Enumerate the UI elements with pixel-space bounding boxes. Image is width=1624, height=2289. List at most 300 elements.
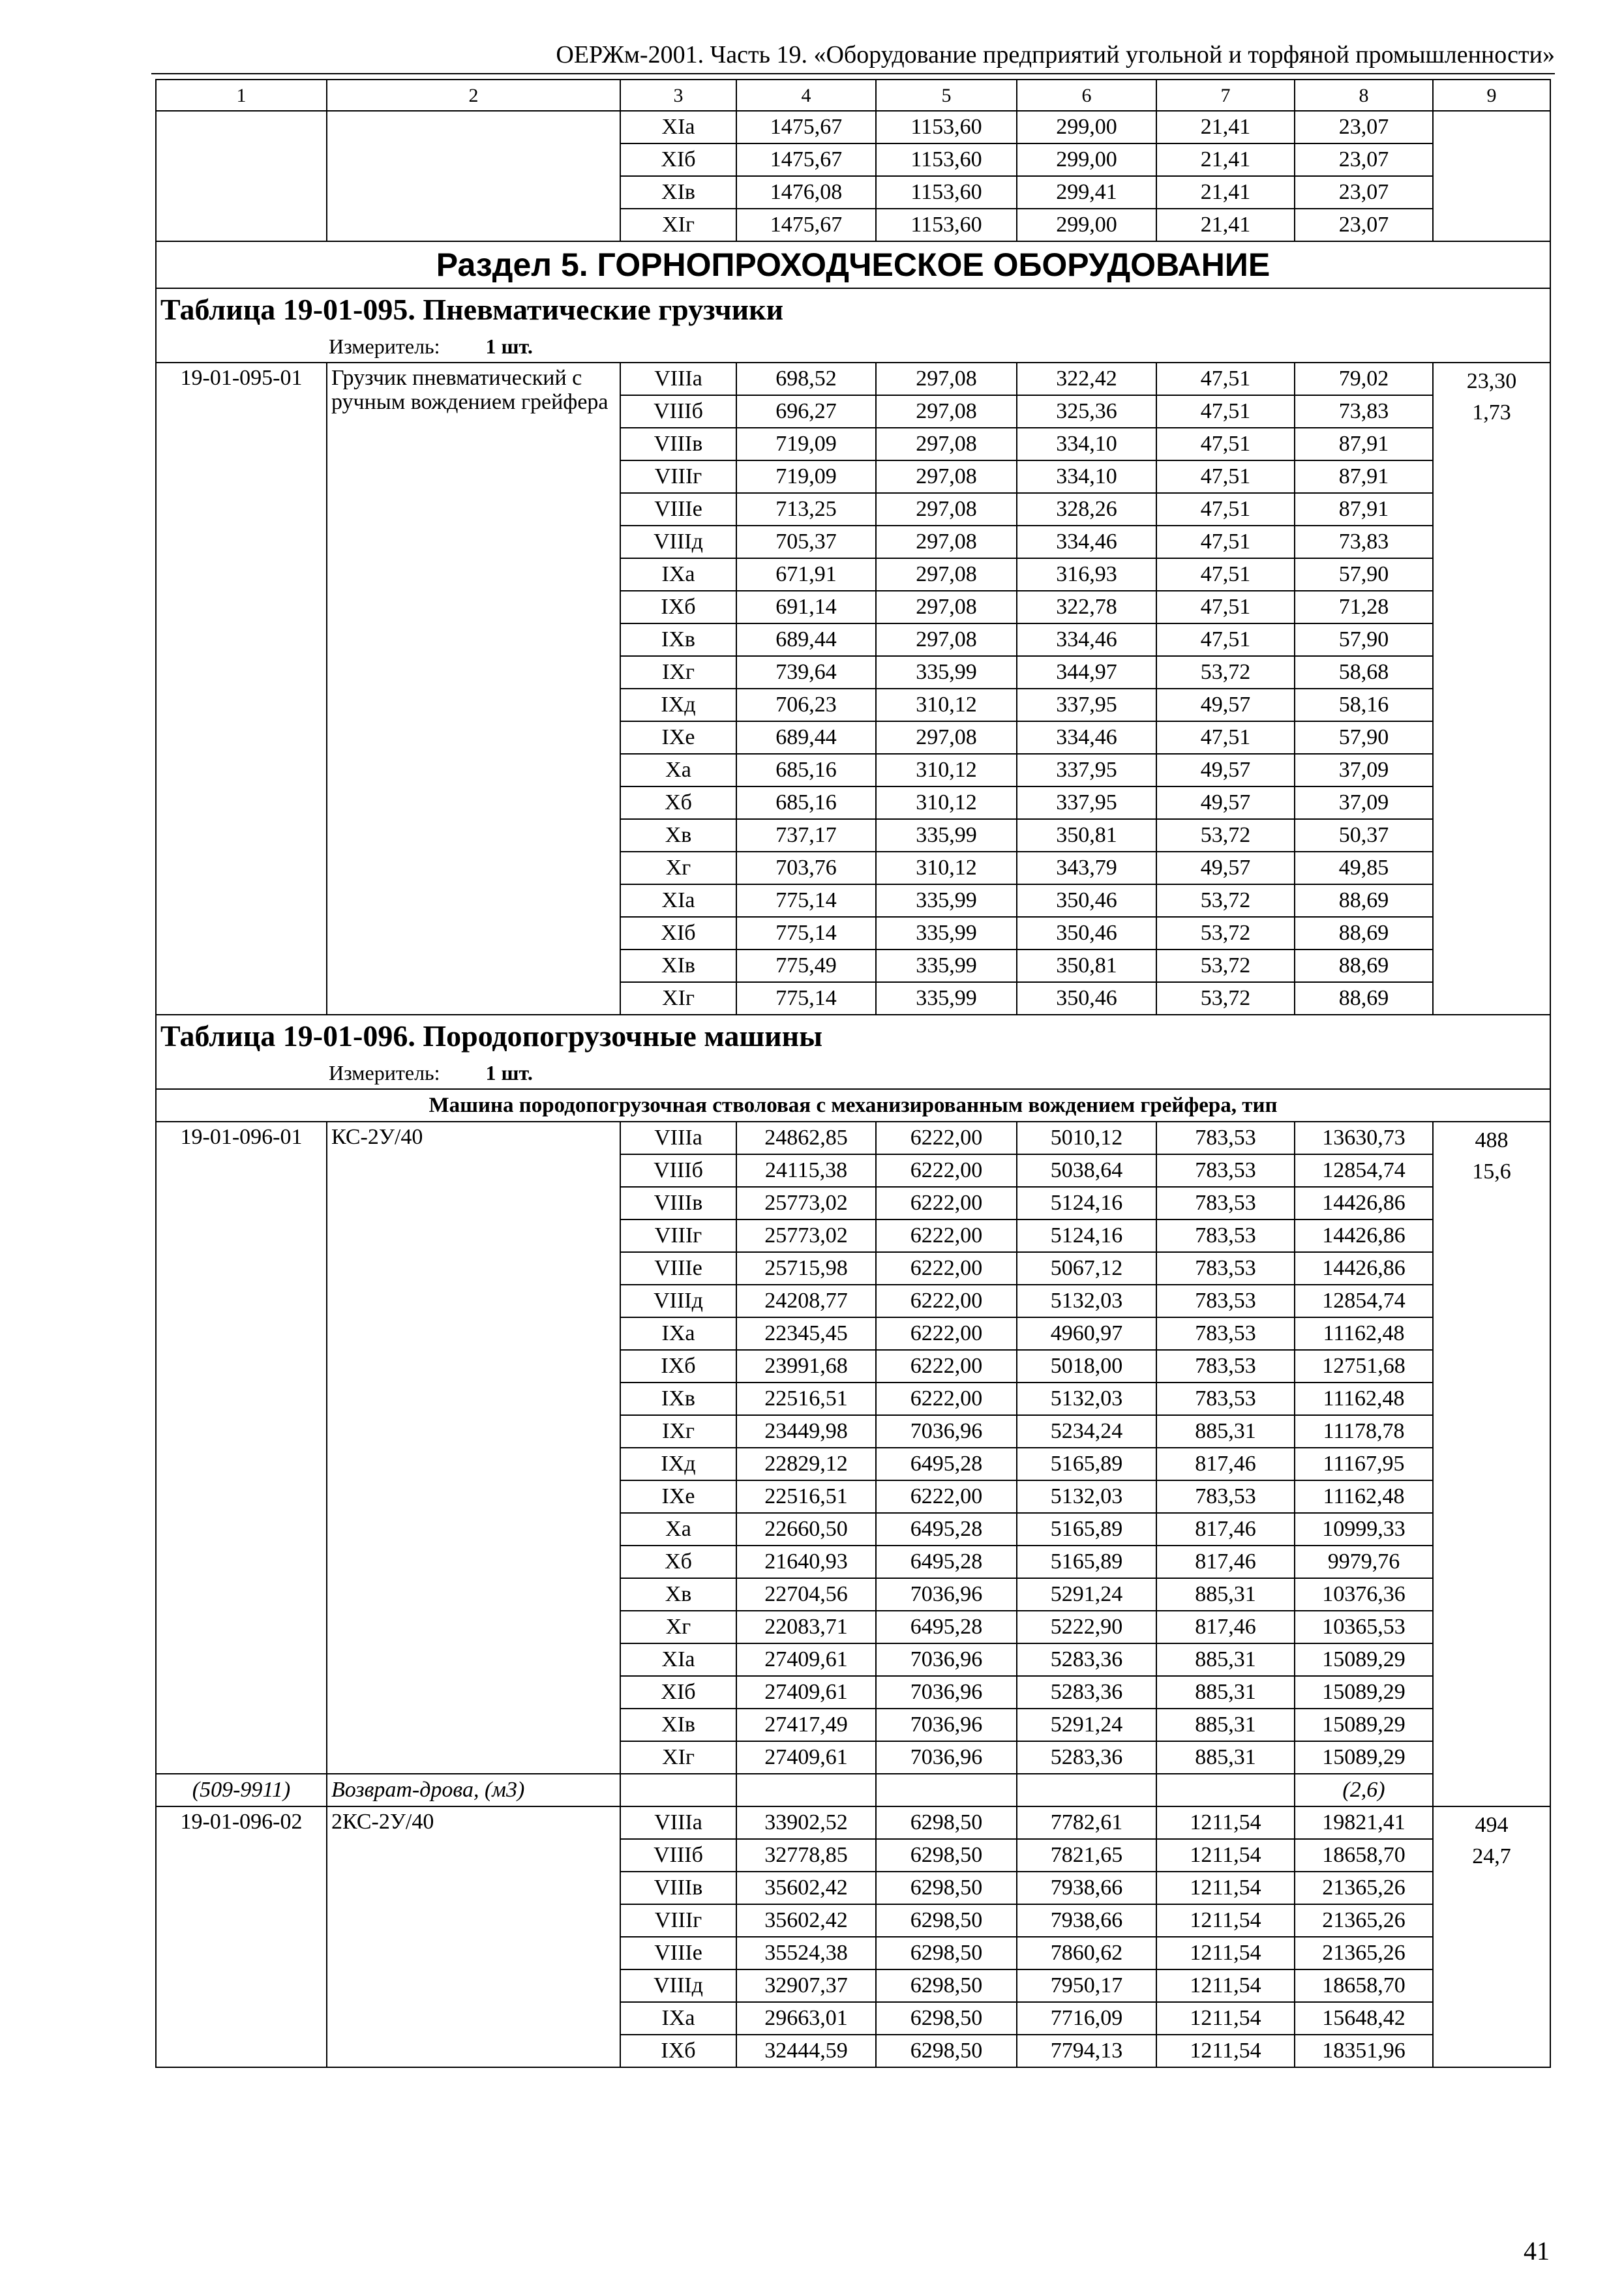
- value-cell: 7036,96: [876, 1709, 1017, 1741]
- value-cell: 350,46: [1017, 884, 1156, 917]
- region-cell: XIв: [620, 176, 736, 209]
- region-cell: Xг: [620, 1611, 736, 1643]
- unit-label: Измеритель:: [329, 1060, 440, 1085]
- value-cell: 6298,50: [876, 1839, 1017, 1872]
- value-cell: 11162,48: [1295, 1317, 1433, 1350]
- value-cell: 689,44: [736, 721, 876, 754]
- value-cell: 5132,03: [1017, 1285, 1156, 1317]
- value-cell: 21,41: [1156, 176, 1295, 209]
- value-cell: 24862,85: [736, 1122, 876, 1154]
- value-cell: 706,23: [736, 689, 876, 721]
- value-cell: 57,90: [1295, 558, 1433, 591]
- value-cell: 18351,96: [1295, 2035, 1433, 2067]
- value-cell: 11167,95: [1295, 1448, 1433, 1480]
- value-cell: 6222,00: [876, 1480, 1017, 1513]
- value-cell: 299,00: [1017, 143, 1156, 176]
- value-cell: 10376,36: [1295, 1578, 1433, 1611]
- region-cell: Xг: [620, 852, 736, 884]
- return-row: [156, 1774, 1550, 1806]
- value-cell: 21365,26: [1295, 1937, 1433, 1969]
- value-cell: 350,46: [1017, 917, 1156, 950]
- value-cell: 335,99: [876, 950, 1017, 982]
- value-cell: 5067,12: [1017, 1252, 1156, 1285]
- value-cell: 14426,86: [1295, 1187, 1433, 1219]
- value-cell: 1211,54: [1156, 1806, 1295, 1839]
- region-cell: VIIIд: [620, 1285, 736, 1317]
- unit-value: 1 шт.: [485, 1060, 533, 1085]
- value-cell: 334,46: [1017, 623, 1156, 656]
- column-number: 4: [736, 80, 876, 111]
- value-cell: 322,78: [1017, 591, 1156, 623]
- value-cell: 47,51: [1156, 623, 1295, 656]
- region-cell: VIIIб: [620, 1154, 736, 1187]
- value-cell: 335,99: [876, 819, 1017, 852]
- table-title: Таблица 19-01-095. Пневматические грузчики: [156, 288, 1550, 331]
- value-cell: 739,64: [736, 656, 876, 689]
- value-cell: 88,69: [1295, 982, 1433, 1015]
- value-cell: 21,41: [1156, 209, 1295, 241]
- value-cell: 5165,89: [1017, 1448, 1156, 1480]
- value-cell: 73,83: [1295, 395, 1433, 428]
- item-name: Грузчик пневматический с ручным вождением грейфера: [327, 363, 620, 1015]
- region-cell: Xв: [620, 1578, 736, 1611]
- value-cell: 88,69: [1295, 884, 1433, 917]
- region-cell: Xб: [620, 1546, 736, 1578]
- value-cell: 1153,60: [876, 209, 1017, 241]
- value-cell: 32907,37: [736, 1969, 876, 2002]
- value-cell: 328,26: [1017, 493, 1156, 526]
- value-cell: 15648,42: [1295, 2002, 1433, 2035]
- column-number: 7: [1156, 80, 1295, 111]
- value-cell: 27417,49: [736, 1709, 876, 1741]
- value-cell: 11162,48: [1295, 1480, 1433, 1513]
- value-cell: 50,37: [1295, 819, 1433, 852]
- value-cell: 297,08: [876, 721, 1017, 754]
- value-cell: 7716,09: [1017, 2002, 1156, 2035]
- value-cell: 344,97: [1017, 656, 1156, 689]
- value-cell: 719,09: [736, 460, 876, 493]
- page-number: 41: [1524, 2236, 1550, 2266]
- value-cell: 299,00: [1017, 111, 1156, 143]
- value-cell: 18658,70: [1295, 1969, 1433, 2002]
- value-cell: 35602,42: [736, 1872, 876, 1904]
- value-cell: 6222,00: [876, 1252, 1017, 1285]
- value-cell: 21,41: [1156, 143, 1295, 176]
- value-cell: 5165,89: [1017, 1546, 1156, 1578]
- value-cell: 310,12: [876, 852, 1017, 884]
- value-cell: 6222,00: [876, 1285, 1017, 1317]
- value-cell: 783,53: [1156, 1317, 1295, 1350]
- value-cell: 6222,00: [876, 1154, 1017, 1187]
- value-cell: 47,51: [1156, 558, 1295, 591]
- unit-cell: [156, 1058, 1550, 1089]
- value-cell: 335,99: [876, 656, 1017, 689]
- col9-value: 1,73: [1472, 400, 1511, 425]
- region-cell: XIв: [620, 1709, 736, 1741]
- empty-cell: [1017, 1774, 1156, 1806]
- value-cell: 783,53: [1156, 1252, 1295, 1285]
- region-cell: IXе: [620, 721, 736, 754]
- col9-value: 488: [1475, 1128, 1509, 1152]
- value-cell: 337,95: [1017, 754, 1156, 786]
- item-code: 19-01-096-02: [156, 1806, 327, 2067]
- col9-value: 23,30: [1466, 369, 1517, 393]
- region-cell: XIг: [620, 982, 736, 1015]
- running-header: ОЕРЖм-2001. Часть 19. «Оборудование предприятий угольной и торфяной промышленности»: [556, 41, 1555, 68]
- region-cell: VIIIа: [620, 1806, 736, 1839]
- value-cell: 1211,54: [1156, 1937, 1295, 1969]
- value-cell: 350,46: [1017, 982, 1156, 1015]
- value-cell: 775,14: [736, 917, 876, 950]
- value-cell: 335,99: [876, 917, 1017, 950]
- item-name: КС-2У/40: [327, 1122, 620, 1774]
- region-cell: IXд: [620, 1448, 736, 1480]
- value-cell: 57,90: [1295, 623, 1433, 656]
- column-number: 8: [1295, 80, 1433, 111]
- empty-code-cell: [156, 111, 327, 241]
- value-cell: 7036,96: [876, 1643, 1017, 1676]
- column-number: 1: [156, 80, 327, 111]
- value-cell: 49,57: [1156, 786, 1295, 819]
- column-number: 2: [327, 80, 620, 111]
- value-cell: 47,51: [1156, 428, 1295, 460]
- value-cell: 5018,00: [1017, 1350, 1156, 1383]
- value-cell: 18658,70: [1295, 1839, 1433, 1872]
- value-cell: 1211,54: [1156, 2035, 1295, 2067]
- region-cell: VIIIа: [620, 363, 736, 395]
- value-cell: 297,08: [876, 428, 1017, 460]
- value-cell: 24115,38: [736, 1154, 876, 1187]
- value-cell: 47,51: [1156, 721, 1295, 754]
- value-cell: 7036,96: [876, 1578, 1017, 1611]
- value-cell: 21640,93: [736, 1546, 876, 1578]
- value-cell: 297,08: [876, 493, 1017, 526]
- region-cell: IXа: [620, 1317, 736, 1350]
- value-cell: 350,81: [1017, 950, 1156, 982]
- table-row: [156, 1122, 1550, 1154]
- value-cell: 783,53: [1156, 1187, 1295, 1219]
- value-cell: 24208,77: [736, 1285, 876, 1317]
- col9-value: 15,6: [1472, 1159, 1511, 1184]
- value-cell: 23,07: [1295, 143, 1433, 176]
- value-cell: 15089,29: [1295, 1676, 1433, 1709]
- value-cell: 19821,41: [1295, 1806, 1433, 1839]
- value-cell: 33902,52: [736, 1806, 876, 1839]
- value-cell: 322,42: [1017, 363, 1156, 395]
- value-cell: 297,08: [876, 460, 1017, 493]
- value-cell: 337,95: [1017, 786, 1156, 819]
- value-cell: 29663,01: [736, 2002, 876, 2035]
- value-cell: 6222,00: [876, 1122, 1017, 1154]
- unit-row: [156, 1058, 1550, 1089]
- column-number: 3: [620, 80, 736, 111]
- value-cell: 817,46: [1156, 1546, 1295, 1578]
- column-number: 9: [1433, 80, 1550, 111]
- value-cell: 57,90: [1295, 721, 1433, 754]
- value-cell: 685,16: [736, 754, 876, 786]
- value-cell: 5038,64: [1017, 1154, 1156, 1187]
- value-cell: 689,44: [736, 623, 876, 656]
- value-cell: 696,27: [736, 395, 876, 428]
- subheading: Машина породопогрузочная стволовая с механизированным вождением грейфера, тип: [156, 1089, 1550, 1122]
- value-cell: 15089,29: [1295, 1709, 1433, 1741]
- region-cell: IXв: [620, 1383, 736, 1415]
- value-cell: 299,41: [1017, 176, 1156, 209]
- region-cell: XIа: [620, 1643, 736, 1676]
- return-name: Возврат-дрова, (м3): [327, 1774, 620, 1806]
- value-cell: 6298,50: [876, 2035, 1017, 2067]
- value-cell: 87,91: [1295, 428, 1433, 460]
- unit-cell: [156, 331, 1550, 363]
- value-cell: 5222,90: [1017, 1611, 1156, 1643]
- value-cell: 1211,54: [1156, 1872, 1295, 1904]
- region-cell: VIIIд: [620, 526, 736, 558]
- value-cell: 25773,02: [736, 1219, 876, 1252]
- value-cell: 297,08: [876, 591, 1017, 623]
- value-cell: 1211,54: [1156, 1904, 1295, 1937]
- value-cell: 6298,50: [876, 1904, 1017, 1937]
- value-cell: 49,57: [1156, 754, 1295, 786]
- value-cell: 350,81: [1017, 819, 1156, 852]
- value-cell: 7794,13: [1017, 2035, 1156, 2067]
- region-cell: VIIIг: [620, 460, 736, 493]
- value-cell: 775,14: [736, 884, 876, 917]
- table-title-row: [156, 1015, 1550, 1058]
- value-cell: 5283,36: [1017, 1741, 1156, 1774]
- header-rule: [151, 73, 1555, 74]
- value-cell: 783,53: [1156, 1154, 1295, 1187]
- table-row: [156, 1806, 1550, 1839]
- value-cell: 5283,36: [1017, 1643, 1156, 1676]
- item-code: 19-01-096-01: [156, 1122, 327, 1774]
- value-cell: 6495,28: [876, 1513, 1017, 1546]
- region-cell: XIв: [620, 950, 736, 982]
- value-cell: 783,53: [1156, 1285, 1295, 1317]
- value-cell: 53,72: [1156, 950, 1295, 982]
- value-cell: 775,49: [736, 950, 876, 982]
- region-cell: VIIIв: [620, 428, 736, 460]
- value-cell: 12751,68: [1295, 1350, 1433, 1383]
- value-cell: 705,37: [736, 526, 876, 558]
- value-cell: 37,09: [1295, 754, 1433, 786]
- value-cell: 775,14: [736, 982, 876, 1015]
- value-cell: 6222,00: [876, 1187, 1017, 1219]
- region-cell: VIIIг: [620, 1904, 736, 1937]
- value-cell: 299,00: [1017, 209, 1156, 241]
- return-code: (509-9911): [156, 1774, 327, 1806]
- col9-cell: [1433, 1806, 1550, 2067]
- subheading-row: [156, 1089, 1550, 1122]
- value-cell: 5234,24: [1017, 1415, 1156, 1448]
- value-cell: 15089,29: [1295, 1643, 1433, 1676]
- value-cell: 6298,50: [876, 1872, 1017, 1904]
- value-cell: 58,68: [1295, 656, 1433, 689]
- value-cell: 10365,53: [1295, 1611, 1433, 1643]
- value-cell: 5291,24: [1017, 1578, 1156, 1611]
- value-cell: 5291,24: [1017, 1709, 1156, 1741]
- value-cell: 53,72: [1156, 982, 1295, 1015]
- value-cell: 12854,74: [1295, 1285, 1433, 1317]
- region-cell: VIIIг: [620, 1219, 736, 1252]
- value-cell: 297,08: [876, 363, 1017, 395]
- region-cell: XIб: [620, 917, 736, 950]
- value-cell: 79,02: [1295, 363, 1433, 395]
- value-cell: 5010,12: [1017, 1122, 1156, 1154]
- value-cell: 783,53: [1156, 1350, 1295, 1383]
- value-cell: 7860,62: [1017, 1937, 1156, 1969]
- region-cell: IXг: [620, 656, 736, 689]
- value-cell: 783,53: [1156, 1122, 1295, 1154]
- value-cell: 7782,61: [1017, 1806, 1156, 1839]
- value-cell: 1211,54: [1156, 1969, 1295, 2002]
- section-row: [156, 241, 1550, 288]
- value-cell: 21365,26: [1295, 1904, 1433, 1937]
- value-cell: 27409,61: [736, 1676, 876, 1709]
- value-cell: 22345,45: [736, 1317, 876, 1350]
- value-cell: 343,79: [1017, 852, 1156, 884]
- value-cell: 22704,56: [736, 1578, 876, 1611]
- value-cell: 21365,26: [1295, 1872, 1433, 1904]
- value-cell: 23,07: [1295, 176, 1433, 209]
- value-cell: 12854,74: [1295, 1154, 1433, 1187]
- col9-cell: [1433, 1122, 1550, 1806]
- region-cell: IXб: [620, 2035, 736, 2067]
- region-cell: XIа: [620, 111, 736, 143]
- region-cell: IXе: [620, 1480, 736, 1513]
- price-table: [155, 79, 1551, 2068]
- value-cell: 7821,65: [1017, 1839, 1156, 1872]
- empty-cell: [736, 1774, 876, 1806]
- value-cell: 27409,61: [736, 1643, 876, 1676]
- value-cell: 87,91: [1295, 493, 1433, 526]
- value-cell: 297,08: [876, 558, 1017, 591]
- value-cell: 47,51: [1156, 395, 1295, 428]
- value-cell: 885,31: [1156, 1643, 1295, 1676]
- column-number: 6: [1017, 80, 1156, 111]
- unit-label: Измеритель:: [329, 334, 440, 358]
- value-cell: 310,12: [876, 689, 1017, 721]
- value-cell: 885,31: [1156, 1578, 1295, 1611]
- region-cell: XIб: [620, 143, 736, 176]
- col9-cell: [1433, 363, 1550, 1015]
- value-cell: 737,17: [736, 819, 876, 852]
- value-cell: 4960,97: [1017, 1317, 1156, 1350]
- value-cell: 6298,50: [876, 2002, 1017, 2035]
- value-cell: 885,31: [1156, 1741, 1295, 1774]
- value-cell: 334,10: [1017, 460, 1156, 493]
- region-cell: VIIIд: [620, 1969, 736, 2002]
- value-cell: 6298,50: [876, 1969, 1017, 2002]
- value-cell: 6495,28: [876, 1546, 1017, 1578]
- value-cell: 297,08: [876, 623, 1017, 656]
- value-cell: 713,25: [736, 493, 876, 526]
- value-cell: 47,51: [1156, 493, 1295, 526]
- value-cell: 13630,73: [1295, 1122, 1433, 1154]
- value-cell: 325,36: [1017, 395, 1156, 428]
- value-cell: 6495,28: [876, 1611, 1017, 1643]
- region-cell: XIг: [620, 209, 736, 241]
- value-cell: 1211,54: [1156, 2002, 1295, 2035]
- value-cell: 6222,00: [876, 1219, 1017, 1252]
- value-cell: 719,09: [736, 428, 876, 460]
- value-cell: 35524,38: [736, 1937, 876, 1969]
- table-title-row: [156, 288, 1550, 331]
- column-number: 5: [876, 80, 1017, 111]
- region-cell: VIIIв: [620, 1187, 736, 1219]
- region-cell: VIIIе: [620, 1937, 736, 1969]
- value-cell: 5283,36: [1017, 1676, 1156, 1709]
- value-cell: 37,09: [1295, 786, 1433, 819]
- value-cell: 14426,86: [1295, 1219, 1433, 1252]
- value-cell: 5132,03: [1017, 1383, 1156, 1415]
- value-cell: 14426,86: [1295, 1252, 1433, 1285]
- value-cell: 27409,61: [736, 1741, 876, 1774]
- value-cell: 817,46: [1156, 1513, 1295, 1546]
- value-cell: 6298,50: [876, 1806, 1017, 1839]
- value-cell: 15089,29: [1295, 1741, 1433, 1774]
- value-cell: 11162,48: [1295, 1383, 1433, 1415]
- value-cell: 1476,08: [736, 176, 876, 209]
- region-cell: IXд: [620, 689, 736, 721]
- value-cell: 58,16: [1295, 689, 1433, 721]
- value-cell: 1475,67: [736, 111, 876, 143]
- unit-row: [156, 331, 1550, 363]
- value-cell: 9979,76: [1295, 1546, 1433, 1578]
- value-cell: 6222,00: [876, 1383, 1017, 1415]
- value-cell: 53,72: [1156, 656, 1295, 689]
- value-cell: 1153,60: [876, 176, 1017, 209]
- value-cell: 6298,50: [876, 1937, 1017, 1969]
- region-cell: IXа: [620, 2002, 736, 2035]
- value-cell: 691,14: [736, 591, 876, 623]
- value-cell: 47,51: [1156, 363, 1295, 395]
- value-cell: 698,52: [736, 363, 876, 395]
- value-cell: 47,51: [1156, 460, 1295, 493]
- item-name: 2КС-2У/40: [327, 1806, 620, 2067]
- value-cell: 1211,54: [1156, 1839, 1295, 1872]
- value-cell: 35602,42: [736, 1904, 876, 1937]
- section-title: Раздел 5. ГОРНОПРОХОДЧЕСКОЕ ОБОРУДОВАНИЕ: [156, 241, 1550, 288]
- value-cell: 88,69: [1295, 950, 1433, 982]
- region-cell: IXб: [620, 1350, 736, 1383]
- empty-cell: [876, 1774, 1017, 1806]
- region-cell: Xа: [620, 1513, 736, 1546]
- value-cell: 21,41: [1156, 111, 1295, 143]
- value-cell: 5165,89: [1017, 1513, 1156, 1546]
- value-cell: 87,91: [1295, 460, 1433, 493]
- value-cell: 25715,98: [736, 1252, 876, 1285]
- value-cell: 22516,51: [736, 1480, 876, 1513]
- value-cell: 671,91: [736, 558, 876, 591]
- value-cell: 817,46: [1156, 1448, 1295, 1480]
- value-cell: 1153,60: [876, 143, 1017, 176]
- value-cell: 1475,67: [736, 143, 876, 176]
- empty-name-cell: [327, 111, 620, 241]
- value-cell: 334,46: [1017, 526, 1156, 558]
- value-cell: 297,08: [876, 526, 1017, 558]
- value-cell: 11178,78: [1295, 1415, 1433, 1448]
- value-cell: 47,51: [1156, 591, 1295, 623]
- value-cell: 22660,50: [736, 1513, 876, 1546]
- value-cell: 6222,00: [876, 1317, 1017, 1350]
- value-cell: 25773,02: [736, 1187, 876, 1219]
- value-cell: 885,31: [1156, 1709, 1295, 1741]
- empty-cell: [1156, 1774, 1295, 1806]
- value-cell: 5124,16: [1017, 1219, 1156, 1252]
- region-cell: IXб: [620, 591, 736, 623]
- value-cell: 7938,66: [1017, 1872, 1156, 1904]
- table-title: Таблица 19-01-096. Породопогрузочные машины: [156, 1015, 1550, 1058]
